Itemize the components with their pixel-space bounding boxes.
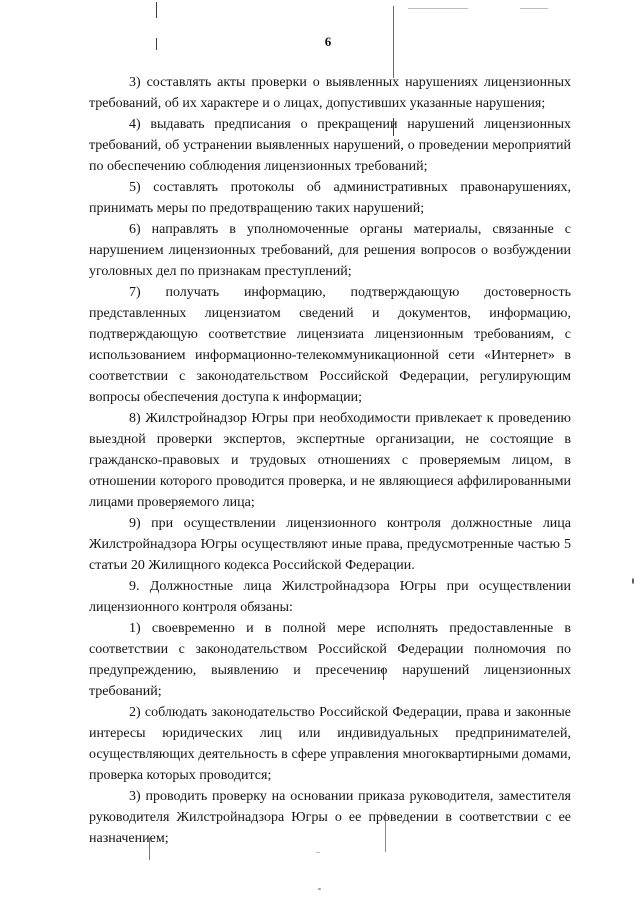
paragraph-item-8: 8) Жилстройнадзор Югры при необходимости привлекает к проведению выездной проверки экспертов, экспертные организации, не состоящие в гражданско-правовых и трудовых отношениях с проверяемым лицом, в отношении которого проводится проверка, и не являющиеся аффилированными лицами проверяемого лица; — [89, 411, 571, 510]
paragraph-duty-2: 2) соблюдать законодательство Российской Федерации, права и законные интересы юридических лиц или индивидуальных предпринимателей, осуществляющих деятельность в сфере управления многоквартирными домами, проверка которых проводится; — [89, 705, 571, 783]
scan-speck-bottom-mid — [316, 852, 320, 853]
paragraph-item-4: 4) выдавать предписания о прекращении нарушений лицензионных требований, об устранении выявленных нарушений, о проведении мероприятий по обеспечению соблюдения лицензионных требований; — [89, 117, 571, 174]
paragraph-section-9: 9. Должностные лица Жилстройнадзора Югры при осуществлении лицензионного контроля обязаны: — [89, 579, 571, 615]
paragraph-duty-3: 3) проводить проверку на основании приказа руководителя, заместителя руководителя Жилстройнадзора Югры о ее проведении в соответствии с ее назначением; — [89, 789, 571, 846]
document-body — [89, 72, 571, 849]
paragraph-item-7: 7) получать информацию, подтверждающую достоверность представленных лицензиатом сведений и документов, информацию, подтверждающую соответствие лицензиата лицензионным требованиям, с использованием информационно-телекоммуникационной сети «Интернет» в соответствии с законодательством Российской Федерации, регулирующим вопросы обеспечения доступа к информации; — [89, 285, 571, 405]
paragraph-item-9: 9) при осуществлении лицензионного контроля должностные лица Жилстройнадзора Югры осуществляют иные права, предусмотренные частью 5 статьи 20 Жилищного кодекса Российской Федерации. — [89, 516, 571, 573]
scan-dots-top-right-2 — [520, 8, 548, 9]
paragraph-duty-1: 1) своевременно и в полной мере исполнять предоставленные в соответствии с законодательством Российской Федерации полномочия по предупреждению, выявлению и пресечению нарушений лицензионных требований; — [89, 621, 571, 699]
paragraph-item-6: 6) направлять в уполномоченные органы материалы, связанные с нарушением лицензионных требований, для решения вопросов о возбуждении уголовных дел по признакам преступлений; — [89, 222, 571, 279]
paragraph-item-3: 3) составлять акты проверки о выявленных нарушениях лицензионных требований, об их характере и о лицах, допустивших указанные нарушения; — [89, 75, 571, 111]
page-number: 6 — [324, 34, 332, 49]
scan-line-top-left — [156, 2, 157, 18]
scan-dots-top-right — [408, 8, 468, 9]
scan-speck-right — [632, 578, 634, 584]
scan-speck-bottom — [318, 888, 321, 890]
paragraph-item-5: 5) составлять протоколы об административных правонарушениях, принимать меры по предотвращению таких нарушений; — [89, 180, 571, 216]
